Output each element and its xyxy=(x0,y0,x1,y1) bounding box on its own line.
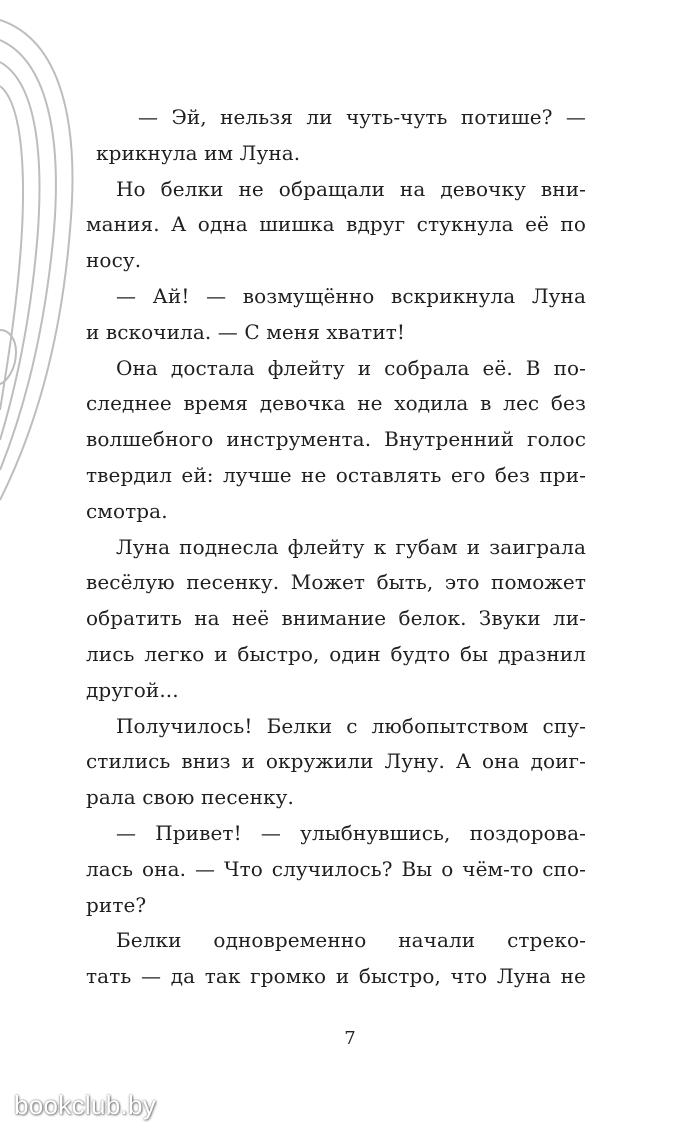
text-line: — Эй, нельзя ли чуть-чуть потише? — xyxy=(138,105,586,129)
text-line: носу. xyxy=(86,248,142,273)
text-line: лись легко и быстро, один будто бы дразнил xyxy=(86,641,586,666)
watermark-logo: bookclub.by xyxy=(14,1090,157,1120)
text-line: мания. А одна шишка вдруг стукнула её по xyxy=(86,212,586,237)
text-line: — Привет! — улыбнувшись, поздорова- xyxy=(116,820,586,845)
text-line: следнее время девочка не ходила в лес без xyxy=(86,391,586,416)
text-line: твердил ей: лучше не оставлять его без при- xyxy=(86,462,586,487)
text-line: Белки одновременно начали стреко- xyxy=(116,928,586,953)
text-line: рала свою песенку. xyxy=(86,785,294,810)
text-line: и вскочила. — С меня хватит! xyxy=(86,319,406,344)
text-line: Но белки не обращали на девочку вни- xyxy=(116,176,586,201)
text-line: другой... xyxy=(86,677,179,702)
text-line: рите? xyxy=(86,892,147,917)
text-line: Луна поднесла флейту к губам и заиграла xyxy=(116,534,586,559)
decorative-ornament-icon xyxy=(0,0,90,520)
text-line: волшебного инструмента. Внутренний голос xyxy=(86,427,586,452)
text-line: лась она. — Что случилось? Вы о чём-то спо- xyxy=(86,856,586,881)
text-line: смотра. xyxy=(86,498,168,523)
page-number: 7 xyxy=(344,1028,356,1049)
text-line: весёлую песенку. Может быть, это поможет xyxy=(86,570,586,595)
text-line: Получилось! Белки с любопытством спу- xyxy=(116,713,586,738)
text-line: тать — да так громко и быстро, что Луна не xyxy=(86,964,586,989)
text-line: обратить на неё внимание белок. Звуки ли- xyxy=(86,606,586,631)
text-line: Она достала флейту и собрала её. В по- xyxy=(116,355,586,380)
text-line: крикнула им Луна. xyxy=(96,140,301,165)
text-line: стились вниз и окружили Луну. А она доиг- xyxy=(86,749,586,774)
text-body xyxy=(86,100,586,995)
text-line: — Ай! — возмущённо вскрикнула Луна xyxy=(116,283,586,308)
